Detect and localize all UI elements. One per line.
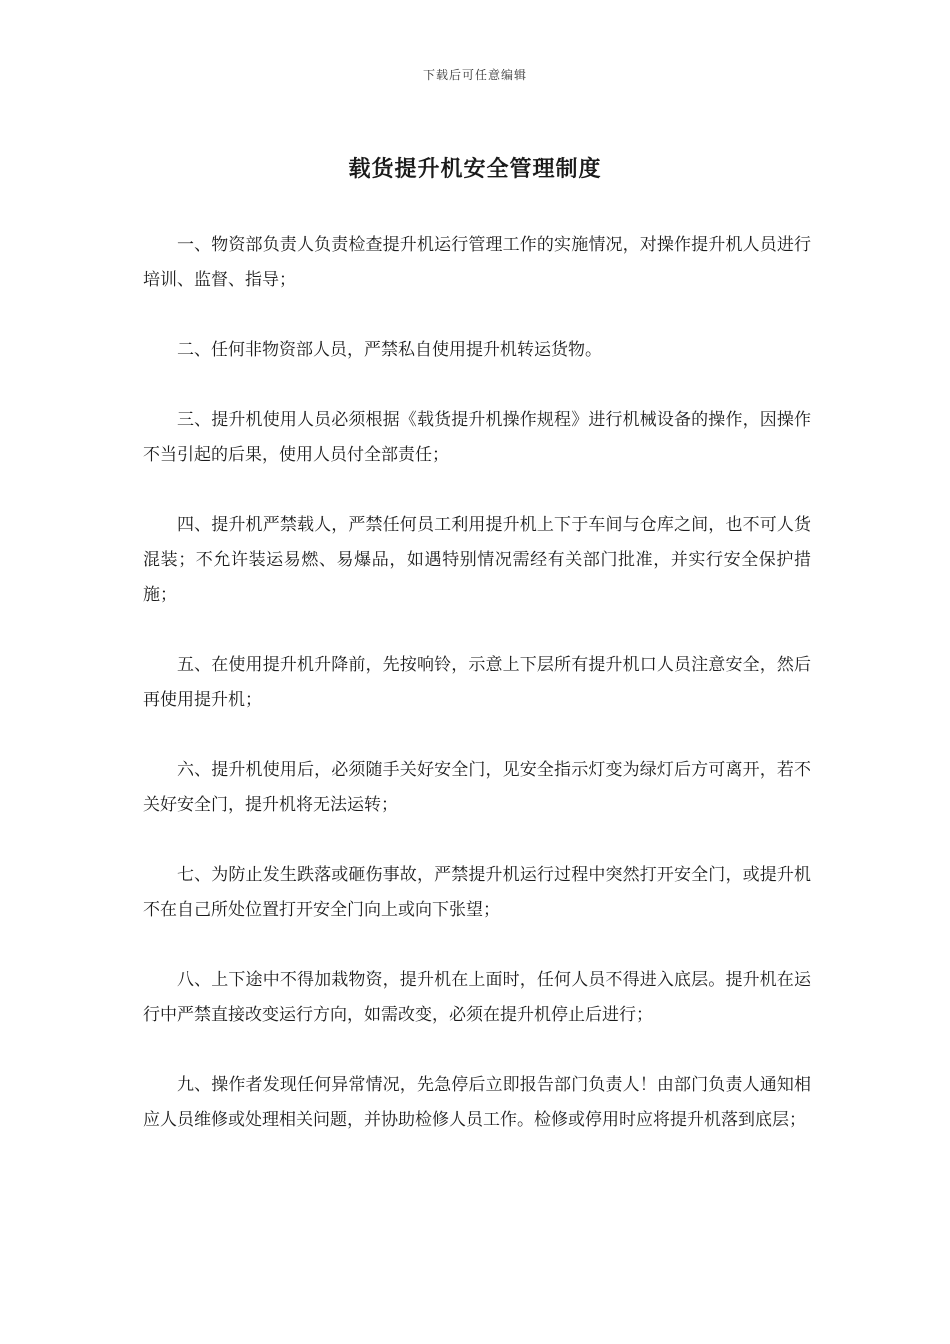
page-header: 下载后可任意编辑 (422, 68, 527, 82)
document-body (143, 228, 811, 1173)
paragraph-1: 一、物资部负责人负责检查提升机运行管理工作的实施情况，对操作提升机人员进行培训、监督、指导； (143, 235, 811, 290)
paragraph-5: 五、在使用提升机升降前，先按响铃，示意上下层所有提升机口人员注意安全，然后再使用提升机； (143, 655, 811, 710)
paragraph-3: 三、提升机使用人员必须根据《载货提升机操作规程》进行机械设备的操作，因操作不当引起的后果，使用人员付全部责任； (143, 410, 811, 465)
paragraph-4: 四、提升机严禁载人，严禁任何员工利用提升机上下于车间与仓库之间，也不可人货混装；不允许装运易燃、易爆品，如遇特别情况需经有关部门批准，并实行安全保护措施； (143, 515, 811, 605)
paragraph-7: 七、为防止发生跌落或砸伤事故，严禁提升机运行过程中突然打开安全门，或提升机不在自己所处位置打开安全门向上或向下张望； (143, 865, 811, 920)
paragraph-2: 二、任何非物资部人员，严禁私自使用提升机转运货物。 (177, 340, 602, 360)
document-title: 载货提升机安全管理制度 (348, 157, 602, 182)
paragraph-6: 六、提升机使用后，必须随手关好安全门，见安全指示灯变为绿灯后方可离开，若不关好安全门，提升机将无法运转； (143, 760, 811, 815)
paragraph-8: 八、上下途中不得加栽物资，提升机在上面时，任何人员不得进入底层。提升机在运行中严禁直接改变运行方向，如需改变，必须在提升机停止后进行； (143, 970, 811, 1025)
paragraph-9: 九、操作者发现任何异常情况，先急停后立即报告部门负责人！由部门负责人通知相应人员维修或处理相关问题，并协助检修人员工作。检修或停用时应将提升机落到底层； (143, 1075, 811, 1130)
